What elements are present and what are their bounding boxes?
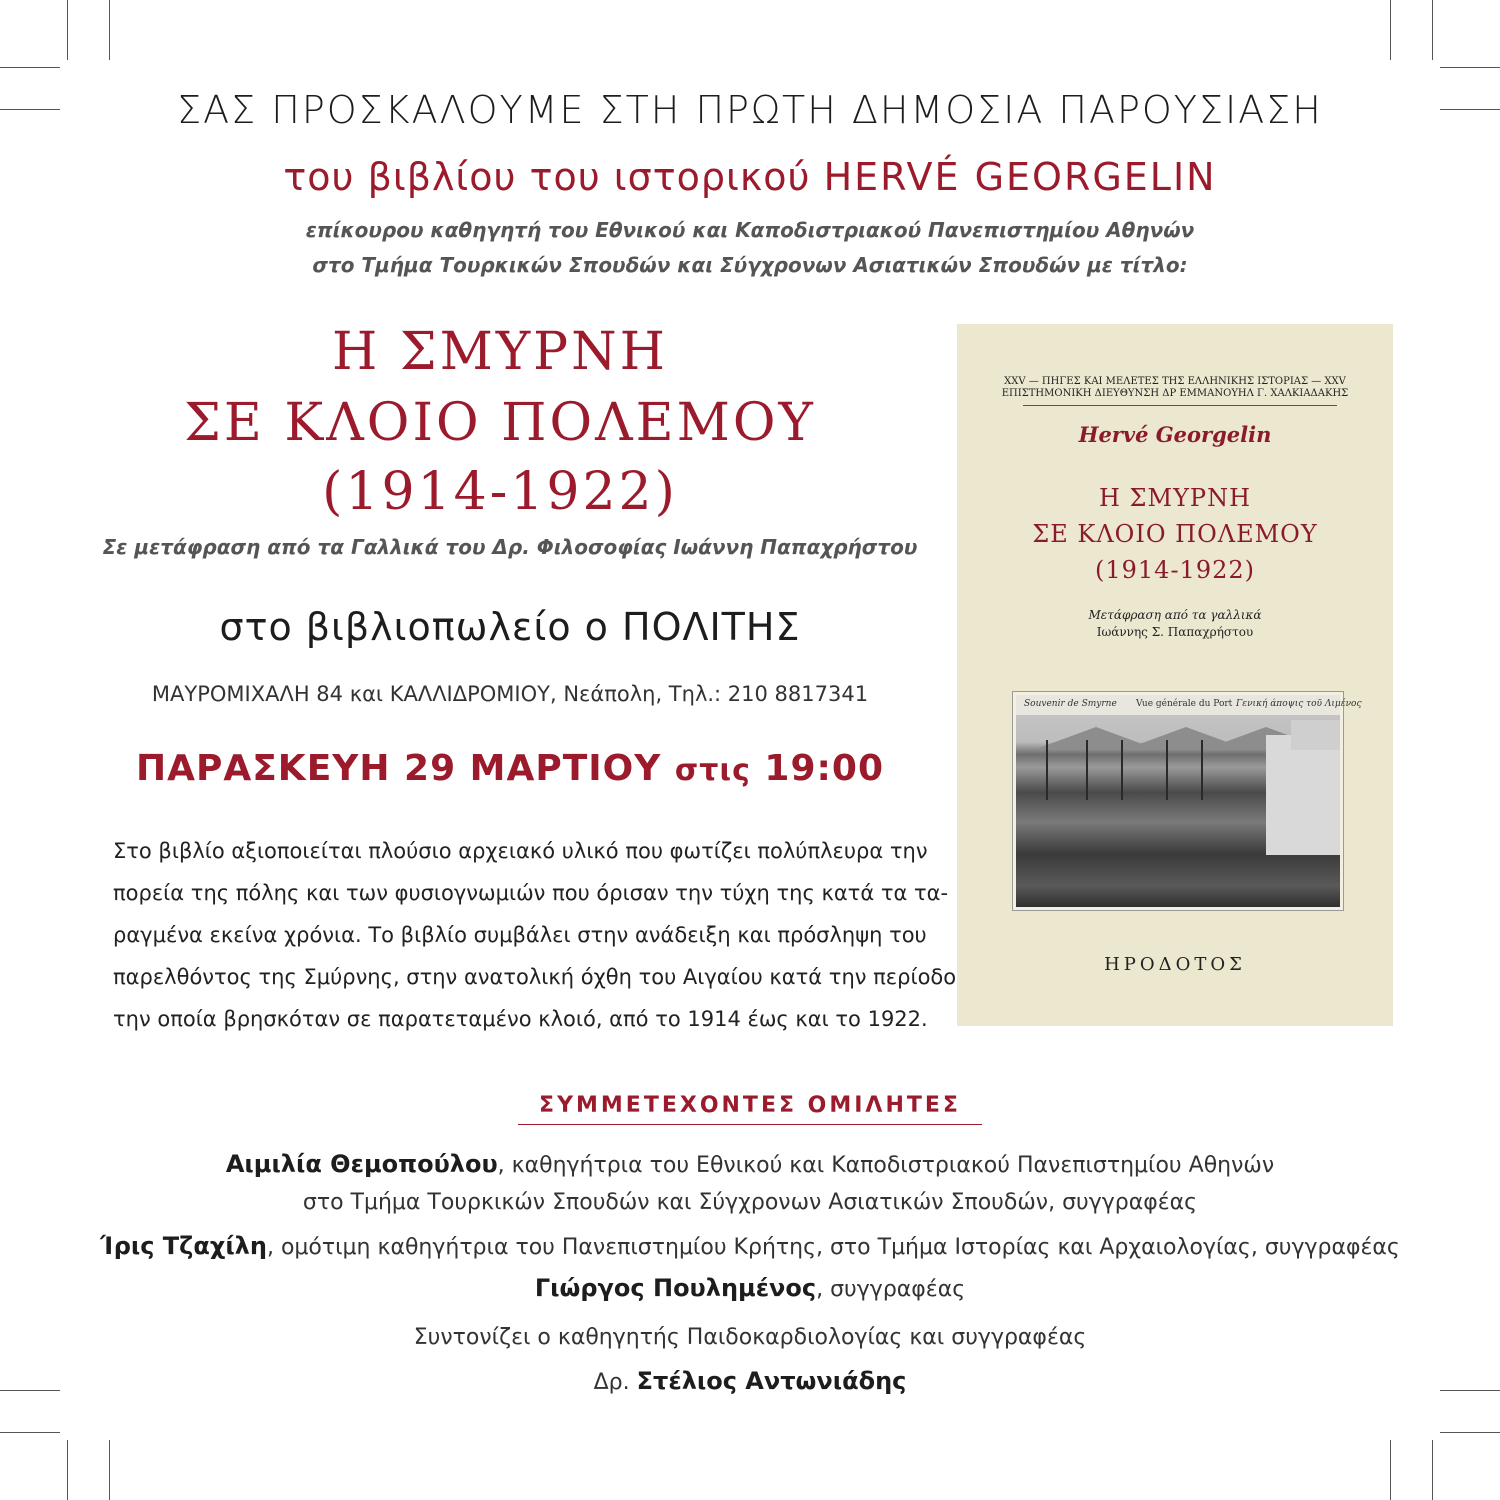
venue-store: στο βιβλιοπωλείο ο ΠΟΛΙΤΗΣ: [219, 605, 801, 649]
event-at: στις: [674, 753, 751, 788]
photo-building: [1266, 735, 1340, 855]
cover-author: Hervé Georgelin: [1078, 422, 1272, 447]
photo-mast: [1086, 740, 1088, 800]
invitation-subline: [0, 155, 1500, 199]
book-cover: [957, 324, 1393, 1026]
cover-series-line-1: XXV — ΠΗΓΕΣ ΚΑΙ ΜΕΛΕΤΕΣ ΤΗΣ ΕΛΛΗΝΙΚΗΣ ΙΣΤΟΡΙΑΣ — XXV: [1004, 376, 1346, 387]
cover-translation-1: Μετάφραση από τα γαλλικά: [1088, 608, 1262, 622]
photo-building: [1291, 720, 1340, 750]
speaker-3: [0, 1274, 1500, 1302]
crop-mark: [0, 1432, 60, 1433]
description-line: πορεία της πόλης και των φυσιογνωμιών που όρισαν την τύχη της κατά τα τα-: [113, 881, 949, 905]
cover-series-line-2: ΕΠΙΣΤΗΜΟΝΙΚΗ ΔΙΕΥΘΥΝΣΗ ΔΡ ΕΜΜΑΝΟΥΗΛ Γ. ΧΑΛΚΙΑΔΑΚΗΣ: [1001, 388, 1349, 399]
crop-mark: [1390, 0, 1391, 60]
crop-mark: [67, 1440, 68, 1500]
author-affiliation-1: επίκουρου καθηγητή του Εθνικού και Καποδιστριακού Πανεπιστημίου Αθηνών: [305, 218, 1195, 242]
book-title-line-3: (1914-1922): [322, 462, 678, 522]
crop-mark: [67, 0, 68, 60]
speaker-name: Ίρις Τζαχίλη: [100, 1232, 267, 1260]
event-time: 19:00: [764, 748, 885, 789]
author-name: HERVÉ GEORGELIN: [823, 155, 1217, 199]
event-datetime: [100, 748, 920, 789]
cover-translation-2: Ιωάννης Σ. Παπαχρήστου: [1096, 625, 1254, 639]
photo-mast: [1166, 740, 1168, 800]
photo-mast: [1046, 740, 1048, 800]
subline-prefix: του βιβλίου του ιστορικού: [283, 155, 811, 199]
speaker-role: , συγγραφέας: [816, 1277, 966, 1302]
crop-mark: [109, 1440, 110, 1500]
cover-divider: [1023, 405, 1337, 406]
cover-title-line-3: (1914-1922): [1095, 556, 1255, 584]
cover-harbor-photo: [1013, 692, 1362, 910]
speaker-1-role-cont: στο Τμήμα Τουρκικών Σπουδών και Σύγχρονων Ασιατικών Σπουδών, συγγραφέας: [302, 1190, 1198, 1215]
crop-mark: [1440, 67, 1500, 68]
coordinator-name: Στέλιος Αντωνιάδης: [636, 1367, 907, 1395]
venue-address: ΜΑΥΡΟΜΙΧΑΛΗ 84 και ΚΑΛΛΙΔΡΟΜΙΟΥ, Νεάπολη, Τηλ.: 210 8817341: [151, 682, 869, 706]
description-line: παρελθόντος της Σμύρνης, στην ανατολική όχθη του Αιγαίου κατά την περίοδο: [113, 965, 957, 989]
crop-mark: [1390, 1440, 1391, 1500]
description-line: Στο βιβλίο αξιοποιείται πλούσιο αρχειακό υλικό που φωτίζει πολύπλευρα την: [113, 839, 928, 863]
crop-mark: [1440, 1432, 1500, 1433]
description-line: την οποία βρησκόταν σε παρατεταμένο κλοιό, από το 1914 έως και το 1922.: [113, 1007, 928, 1031]
description-line: ραγμένα εκείνα χρόνια. Το βιβλίο συμβάλει στην ανάδειξη και πρόσληψη του: [113, 923, 927, 947]
book-description: [113, 830, 957, 1040]
coordinator-prefix: Δρ.: [593, 1370, 630, 1395]
speaker-2: [0, 1232, 1500, 1260]
cover-title-line-1: Η ΣΜΥΡΝΗ: [1098, 484, 1252, 512]
translation-credit: Σε μετάφραση από τα Γαλλικά του Δρ. Φιλοσοφίας Ιωάννη Παπαχρήστου: [102, 535, 918, 559]
crop-mark: [1432, 1440, 1433, 1500]
crop-mark: [109, 0, 110, 60]
book-title-line-1: Η ΣΜΥΡΝΗ: [331, 322, 669, 382]
invitation-headline: ΣΑΣ ΠΡΟΣΚΑΛΟΥΜΕ ΣΤΗ ΠΡΩΤΗ ΔΗΜΟΣΙΑ ΠΑΡΟΥΣΙΑΣΗ: [177, 88, 1323, 132]
speaker-1: [0, 1150, 1500, 1178]
coordinator: [0, 1367, 1500, 1395]
speaker-name: Αιμιλία Θεμοπούλου: [225, 1150, 498, 1178]
speaker-name: Γιώργος Πουλημένος: [534, 1274, 817, 1302]
crop-mark: [1432, 0, 1433, 60]
coordinator-intro: Συντονίζει ο καθηγητής Παιδοκαρδιολογίας και συγγραφέας: [413, 1325, 1087, 1350]
photo-mast: [1201, 740, 1203, 800]
crop-mark: [0, 67, 60, 68]
speaker-role: , ομότιμη καθηγήτρια του Πανεπιστημίου Κρήτης, στο Τμήμα Ιστορίας και Αρχαιολογίας, συγγραφέας: [266, 1235, 1400, 1260]
photo-caption-2: Vue générale du Port: [1136, 699, 1233, 709]
photo-caption-1: Souvenir de Smyrne: [1024, 699, 1117, 709]
speakers-heading: ΣΥΜΜΕΤΕΧΟΝΤΕΣ ΟΜΙΛΗΤΕΣ: [518, 1093, 982, 1125]
photo-mast: [1121, 740, 1123, 800]
cover-title-line-2: ΣΕ ΚΛΟΙΟ ΠΟΛΕΜΟΥ: [1032, 520, 1318, 548]
photo-caption-3: Γενική άποψις τοῦ Λιμένος: [1236, 699, 1362, 709]
cover-publisher: ΗΡΟΔΟΤΟΣ: [1104, 954, 1246, 975]
event-date: ΠΑΡΑΣΚΕΥΗ 29 ΜΑΡΤΙΟΥ: [135, 748, 662, 789]
book-title-line-2: ΣΕ ΚΛΟΙΟ ΠΟΛΕΜΟΥ: [184, 393, 816, 453]
speaker-role: , καθηγήτρια του Εθνικού και Καποδιστριακού Πανεπιστημίου Αθηνών: [497, 1153, 1275, 1178]
author-affiliation-2: στο Τμήμα Τουρκικών Σπουδών και Σύγχρονων Ασιατικών Σπουδών με τίτλο:: [312, 253, 1188, 277]
